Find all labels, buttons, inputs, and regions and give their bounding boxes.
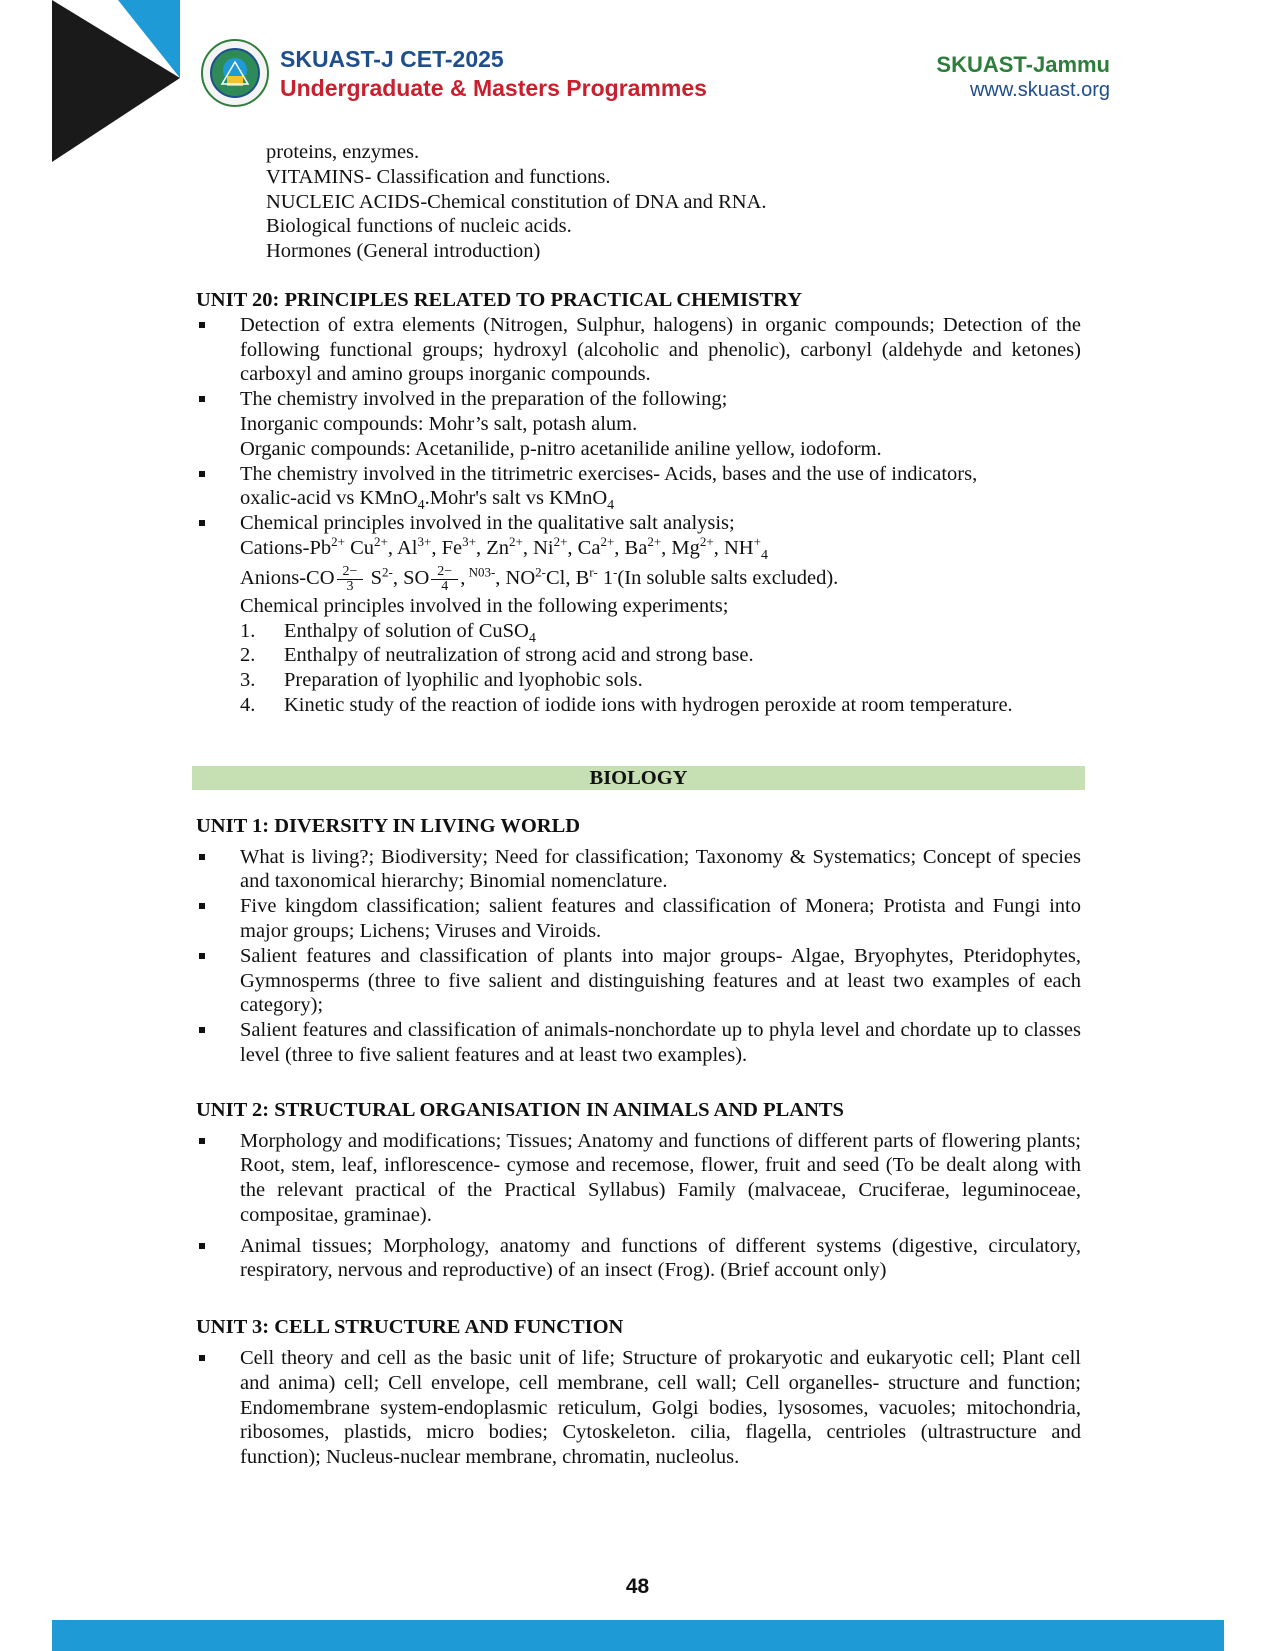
list-item-text: Kinetic study of the reaction of iodide ions with hydrogen peroxide at room temperature.	[284, 693, 1013, 716]
header-url-link[interactable]: www.skuast.org	[969, 79, 1110, 101]
text-run: (In soluble salts excluded).	[617, 566, 839, 589]
intro-line: NUCLEIC ACIDS-Chemical constitution of DNA and RNA.	[266, 190, 767, 213]
superscript: 2-	[535, 564, 546, 580]
list-item	[240, 693, 1081, 718]
intro-line: VITAMINS- Classification and functions.	[266, 165, 611, 188]
biology-section-heading: BIOLOGY	[192, 766, 1085, 790]
subscript: 4	[417, 498, 425, 514]
text-run: Cations-Pb	[240, 536, 332, 559]
superscript: 2+	[647, 534, 662, 550]
list-number: 1.	[240, 619, 256, 642]
list-item	[240, 619, 1081, 644]
cations-line	[240, 534, 1081, 564]
unit-1-list	[196, 845, 1081, 1068]
list-item	[196, 387, 1081, 461]
unit-3-list	[196, 1346, 1081, 1470]
header-org	[936, 52, 1110, 102]
text-run: , NO	[495, 566, 536, 589]
unit-3-title: UNIT 3: CELL STRUCTURE AND FUNCTION	[196, 1316, 624, 1339]
superscript: -	[613, 564, 618, 580]
experiments-list	[196, 619, 1081, 718]
page-content	[196, 140, 1081, 1470]
header-brand	[200, 38, 707, 108]
list-item: Detection of extra elements (Nitrogen, Sulphur, halogens) in organic compounds; Detection of the following functional groups; hydroxyl (alcoholic and phenolic), carbonyl (aldehyde and ketones) carboxyl and amino groups inorganic compounds.	[196, 313, 1081, 387]
text-run: , Al	[387, 536, 418, 559]
university-seal-icon	[200, 38, 270, 108]
subscript: 4	[528, 630, 536, 646]
fraction-denominator: 4	[441, 578, 449, 594]
text-run: , SO	[392, 566, 430, 589]
list-item: Salient features and classification of animals-nonchordate up to phyla level and chordate up to classes level (three to five salient features and at least two examples).	[196, 1018, 1081, 1068]
page-number: 48	[625, 1575, 650, 1598]
superscript: 3+	[417, 534, 432, 550]
list-item	[240, 643, 1081, 668]
superscript: +	[753, 534, 761, 550]
text-run: .Mohr's salt vs KMnO	[424, 487, 608, 510]
text-run: Cu	[344, 536, 375, 559]
superscript: 2+	[553, 534, 568, 550]
text-run: Cl, B	[546, 566, 590, 589]
unit-2-list	[196, 1129, 1081, 1284]
text-run: ,	[460, 566, 466, 589]
text-run: Anions-CO	[240, 566, 335, 589]
intro-line: Hormones (General introduction)	[266, 240, 541, 263]
list-item-text: Inorganic compounds: Mohr’s salt, potash alum.	[240, 412, 638, 435]
superscript: 2+	[508, 534, 523, 550]
list-item: Salient features and classification of plants into major groups- Algae, Bryophytes, Pteridophytes, Gymnosperms (three to five salient and distinguishing features and at least two examples of each category);	[196, 944, 1081, 1018]
list-number: 3.	[240, 669, 256, 692]
list-item-text: Organic compounds: Acetanilide, p-nitro acetanilide aniline yellow, iodoform.	[240, 437, 882, 460]
fraction-numerator: 2−	[337, 565, 364, 580]
superscript: 2+	[600, 534, 615, 550]
subscript: 4	[760, 548, 768, 564]
fraction	[337, 565, 364, 594]
unit-20-title: UNIT 20: PRINCIPLES RELATED TO PRACTICAL CHEMISTRY	[196, 288, 803, 311]
text-run: , Fe	[431, 536, 463, 559]
text-run: , Mg	[661, 536, 700, 559]
unit-20-list	[196, 313, 1081, 594]
list-item-text: Enthalpy of neutralization of strong acid and strong base.	[284, 644, 754, 667]
text-run: S	[365, 566, 382, 589]
unit-1-title: UNIT 1: DIVERSITY IN LIVING WORLD	[196, 814, 581, 837]
text-run: oxalic-acid vs KMnO	[240, 487, 418, 510]
list-item: Five kingdom classification; salient features and classification of Monera; Protista and Fungi into major groups; Lichens; Viruses and Viroids.	[196, 894, 1081, 944]
anions-line	[240, 565, 1081, 594]
header-org-name: SKUAST-Jammu	[936, 52, 1110, 77]
text-run: , Ni	[522, 536, 554, 559]
superscript: N03-	[465, 564, 496, 580]
list-item-text: Preparation of lyophilic and lyophobic sols.	[284, 669, 643, 692]
list-item	[240, 668, 1081, 693]
list-item: What is living?; Biodiversity; Need for classification; Taxonomy & Systematics; Concept of species and taxonomical hierarchy; Binomial nomenclature.	[196, 845, 1081, 895]
unit-2-title: UNIT 2: STRUCTURAL ORGANISATION IN ANIMALS AND PLANTS	[196, 1098, 844, 1121]
subscript: 4	[607, 498, 615, 514]
header-subtitle: Undergraduate & Masters Programmes	[280, 75, 707, 101]
intro-line: Biological functions of nucleic acids.	[266, 215, 572, 238]
text-run: Enthalpy of solution of CuSO	[284, 619, 529, 642]
fraction-numerator: 2−	[431, 565, 458, 580]
list-number: 4.	[240, 693, 256, 716]
list-item: Animal tissues; Morphology, anatomy and functions of different systems (digestive, circulatory, respiratory, nervous and reproductive) of an insect (Frog). (Brief account only)	[196, 1234, 1081, 1284]
list-item	[196, 462, 1081, 512]
text-run: , Ba	[614, 536, 648, 559]
intro-lines	[196, 140, 1081, 264]
list-item-text	[284, 619, 536, 644]
header-title: SKUAST-J CET-2025	[280, 46, 504, 72]
list-item-text: Chemical principles involved in the qualitative salt analysis;	[240, 512, 735, 535]
list-item-text: The chemistry involved in the preparation of the following;	[240, 388, 728, 411]
text-run: 1	[597, 566, 614, 589]
superscript: r-	[589, 564, 598, 580]
text-run: , Zn	[475, 536, 509, 559]
list-item: Morphology and modifications; Tissues; Anatomy and functions of different parts of flowering plants; Root, stem, leaf, inflorescence- cymose and recemose, flower, fruit and seed (To be dealt along with the relevant practical of the Practical Syllabus) Family (malvaceae, Cruciferae, leguminoceae, compositae, graminae).	[196, 1129, 1081, 1228]
experiments-intro: Chemical principles involved in the following experiments;	[240, 594, 729, 617]
superscript: 2+	[331, 534, 345, 550]
footer-bar	[52, 1620, 1224, 1651]
superscript: 2-	[381, 564, 393, 580]
superscript: 2+	[374, 534, 388, 550]
text-run: , NH	[713, 536, 754, 559]
superscript: 3+	[462, 534, 476, 550]
fraction-denominator: 3	[346, 578, 354, 594]
intro-line: proteins, enzymes.	[266, 141, 420, 163]
text-run: , Ca	[567, 536, 601, 559]
list-number: 2.	[240, 644, 256, 667]
list-item-text: The chemistry involved in the titrimetric exercises- Acids, bases and the use of indicators,	[240, 462, 978, 485]
list-item: Cell theory and cell as the basic unit of life; Structure of prokaryotic and eukaryotic cell; Plant cell and anima) cell; Cell envelope, cell membrane, cell wall; Cell organelles- structure and function; Endomembrane system-endoplasmic reticulum, Golgi bodies, lysosomes, vacuoles; mitochondria, ribosomes, plastids, micro bodies; Cytoskeleton. cilia, flagella, centrioles (ultrastructure and function); Nucleus-nuclear membrane, chromatin, nucleolus.	[196, 1346, 1081, 1470]
list-item	[196, 511, 1081, 594]
superscript: 2+	[699, 534, 714, 550]
fraction	[431, 565, 458, 594]
corner-decoration	[0, 0, 190, 170]
list-item-text	[240, 486, 1081, 514]
